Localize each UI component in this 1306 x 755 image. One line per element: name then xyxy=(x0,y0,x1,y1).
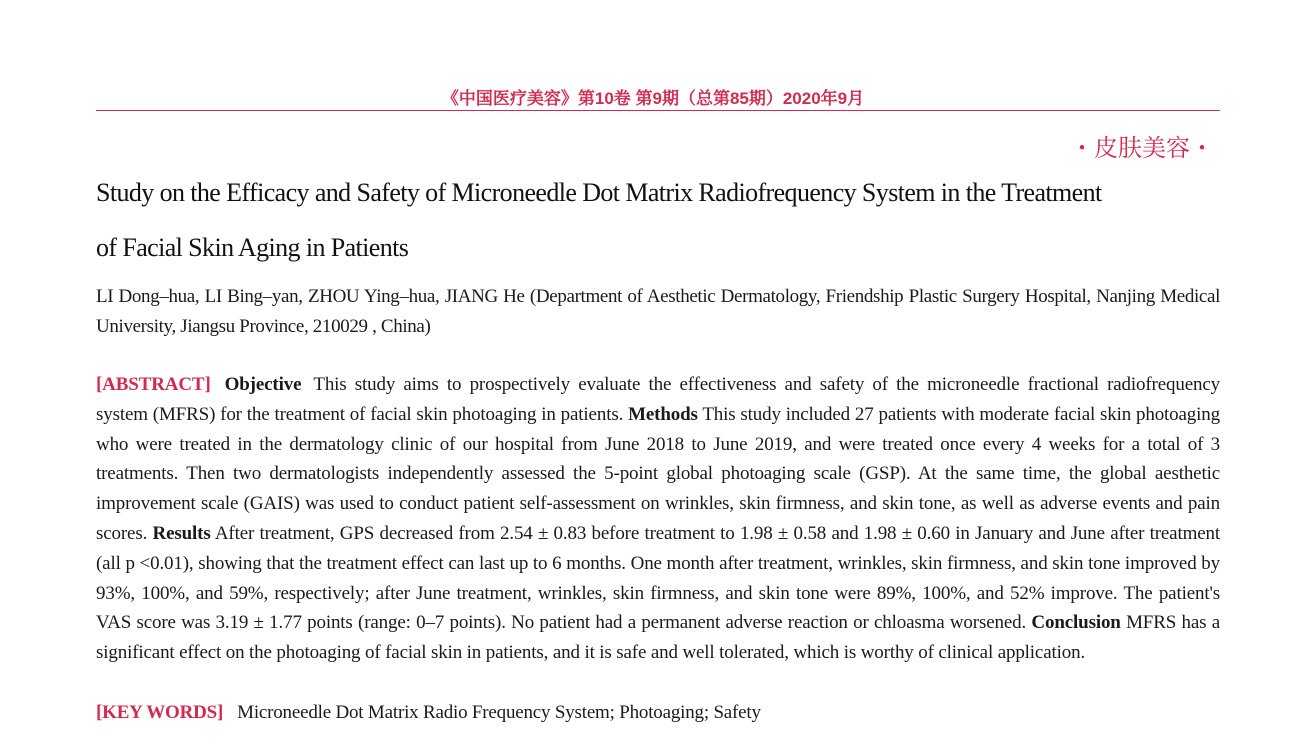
title-line-1: Study on the Efficacy and Safety of Microneedle Dot Matrix Radiofrequency System in the Treatment xyxy=(96,178,1102,207)
header-rule xyxy=(96,110,1220,111)
objective-label: Objective xyxy=(224,374,302,395)
journal-header: 《中国医疗美容》第10卷 第9期（总第85期）2020年9月 xyxy=(441,89,865,108)
abstract-label: [ABSTRACT] xyxy=(96,374,211,395)
paper-title xyxy=(96,165,1220,275)
title-line-2: of Facial Skin Aging in Patients xyxy=(96,233,409,262)
conclusion-label: Conclusion xyxy=(1031,612,1121,634)
section-tag: ・皮肤美容・ xyxy=(1070,134,1214,162)
authors-affiliation: LI Dong–hua, LI Bing–yan, ZHOU Ying–hua, JIANG He (Department of Aesthetic Dermatology, Friendship Plastic Surgery Hospital, Nanjing Medical University, Jiangsu Province, 210029 , China) xyxy=(96,286,1220,337)
methods-text: This study included 27 patients with moderate facial skin photoaging who were treated in the dermatology clinic of our hospital from June 2018 to June 2019, and were treated once every 4 weeks for a total of 3 treatments. Then two dermatologists independently assessed the 5-point global photoaging scale (GSP). At the same time, the global aesthetic improvement scale (GAIS) was used to conduct patient self-assessment on wrinkles, skin firmness, and skin tone, as well as adverse events and pain scores. xyxy=(96,403,1220,544)
keywords xyxy=(96,698,1220,728)
abstract xyxy=(96,370,1220,668)
keywords-label: [KEY WORDS] xyxy=(96,702,224,723)
keywords-text: Microneedle Dot Matrix Radio Frequency System; Photoaging; Safety xyxy=(237,702,761,723)
objective-text: This study aims to prospectively evaluate the effectiveness and safety of the microneedle fractional radiofrequency system (MFRS) for the treatment of facial skin photoaging in patients. xyxy=(96,374,1220,425)
results-text: After treatment, GPS decreased from 2.54 ± 0.83 before treatment to 1.98 ± 0.58 and 1.98 ± 0.60 in January and June after treatment (all p <0.01), showing that the treatment effect can last up to 6 months. One month after treatment, wrinkles, skin firmness, and skin tone improved by 93%, 100%, and 59%, respectively; after June treatment, wrinkles, skin firmness, and skin tone were 89%, 100%, and 52% improve. The patient's VAS score was 3.19 ± 1.77 points (range: 0–7 points). No patient had a permanent adverse reaction or chloasma worsened. xyxy=(96,522,1220,634)
conclusion-text: MFRS has a significant effect on the photoaging of facial skin in patients, and it is safe and well tolerated, which is worthy of clinical application. xyxy=(96,612,1220,664)
methods-label: Methods xyxy=(628,403,698,425)
results-label: Results xyxy=(152,522,211,544)
